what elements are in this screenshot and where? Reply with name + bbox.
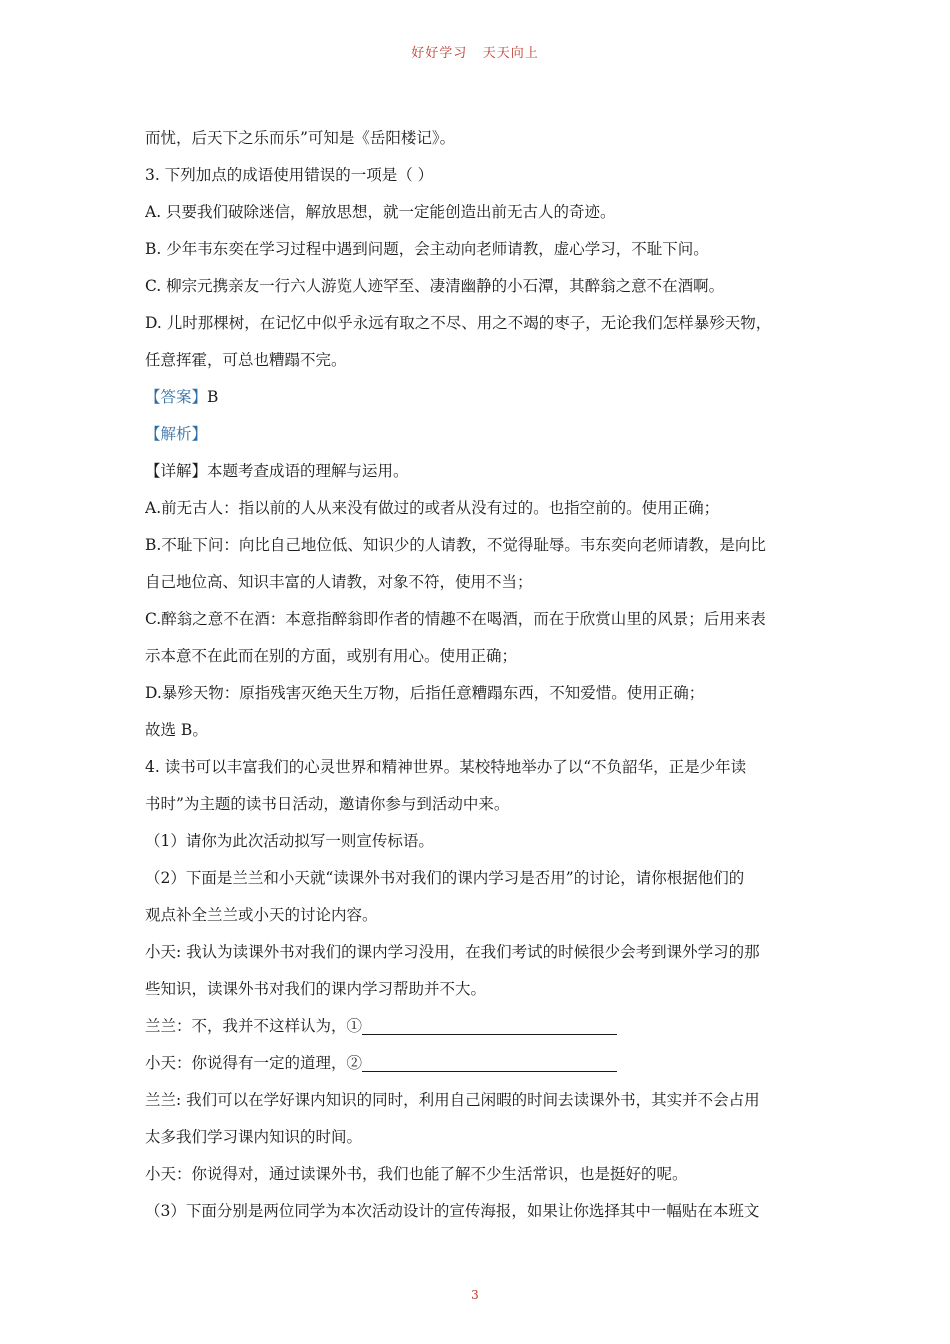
sub-question-2-continued: 观点补全兰兰或小天的讨论内容。: [145, 906, 378, 924]
question-4-stem-continued: 书时”为主题的读书日活动，邀请你参与到活动中来。: [145, 795, 510, 813]
conclusion: 故选 B。: [145, 721, 208, 739]
answer-blank-1[interactable]: [362, 1016, 617, 1035]
dialogue-xiaotian-2-text: 小天：你说得有一定的道理，②: [145, 1054, 363, 1072]
dialogue-xiaotian-1-continued: 些知识，读课外书对我们的课内学习帮助并不大。: [145, 980, 487, 998]
text-line: 而忧，后天下之乐而乐”可知是《岳阳楼记》。: [145, 129, 456, 147]
detail-intro: 【详解】本题考查成语的理解与运用。: [145, 462, 409, 480]
answer-value: B: [207, 388, 219, 406]
sub-question-2: （2）下面是兰兰和小天就“读课外书对我们的课内学习是否用”的讨论，请你根据他们的: [145, 869, 745, 887]
analysis-label: 【解析】: [145, 425, 208, 443]
option-d: D. 儿时那棵树，在记忆中似乎永远有取之不尽、用之不竭的枣子，无论我们怎样暴殄天物，: [145, 314, 772, 332]
document-body: [145, 120, 810, 1230]
dialogue-lanlan-1-text: 兰兰：不，我并不这样认为，①: [145, 1017, 363, 1035]
sub-question-1: （1）请你为此次活动拟写一则宣传标语。: [145, 832, 434, 850]
detail-d: D.暴殄天物：原指残害灭绝天生万物，后指任意糟蹋东西，不知爱惜。使用正确；: [145, 684, 705, 702]
page-number: 3: [471, 1288, 479, 1302]
dialogue-lanlan-2-continued: 太多我们学习课内知识的时间。: [145, 1128, 363, 1146]
dialogue-xiaotian-2: [145, 1045, 810, 1082]
question-4-stem: 4. 读书可以丰富我们的心灵世界和精神世界。某校特地举办了以“不负韶华，正是少年读: [145, 758, 747, 776]
detail-c-continued: 示本意不在此而在别的方面，或别有用心。使用正确；: [145, 647, 518, 665]
option-a: A. 只要我们破除迷信，解放思想，就一定能创造出前无古人的奇迹。: [145, 203, 616, 221]
detail-a: A.前无古人：指以前的人从来没有做过的或者从没有过的。也指空前的。使用正确；: [145, 499, 720, 517]
detail-b-continued: 自己地位高、知识丰富的人请教，对象不符，使用不当；: [145, 573, 533, 591]
dialogue-lanlan-1: [145, 1008, 810, 1045]
dialogue-xiaotian-3: 小天：你说得对，通过读课外书，我们也能了解不少生活常识，也是挺好的呢。: [145, 1165, 688, 1183]
option-d-continued: 任意挥霍，可总也糟蹋不完。: [145, 351, 347, 369]
answer-line: [145, 379, 810, 416]
dialogue-xiaotian-1: 小天: 我认为读课外书对我们的课内学习没用，在我们考试的时候很少会考到课外学习的那: [145, 943, 760, 961]
page-header: 好好学习 天天向上: [411, 46, 539, 61]
detail-c: C.醉翁之意不在酒：本意指醉翁即作者的情趣不在喝酒，而在于欣赏山里的风景；后用来表: [145, 610, 766, 628]
question-3-stem: 3. 下列加点的成语使用错误的一项是（ ）: [145, 166, 434, 184]
answer-blank-2[interactable]: [362, 1053, 617, 1072]
option-c: C. 柳宗元携亲友一行六人游览人迹罕至、凄清幽静的小石潭，其醉翁之意不在酒啊。: [145, 277, 725, 295]
answer-label: 【答案】: [145, 388, 208, 406]
sub-question-3: （3）下面分别是两位同学为本次活动设计的宣传海报，如果让你选择其中一幅贴在本班文: [145, 1202, 760, 1220]
dialogue-lanlan-2: 兰兰: 我们可以在学好课内知识的同时，利用自己闲暇的时间去读课外书，其实并不会占用: [145, 1091, 760, 1109]
detail-b: B.不耻下问：向比自己地位低、知识少的人请教，不觉得耻辱。韦东奕向老师请教，是向比: [145, 536, 766, 554]
option-b: B. 少年韦东奕在学习过程中遇到问题，会主动向老师请教，虚心学习，不耻下问。: [145, 240, 709, 258]
